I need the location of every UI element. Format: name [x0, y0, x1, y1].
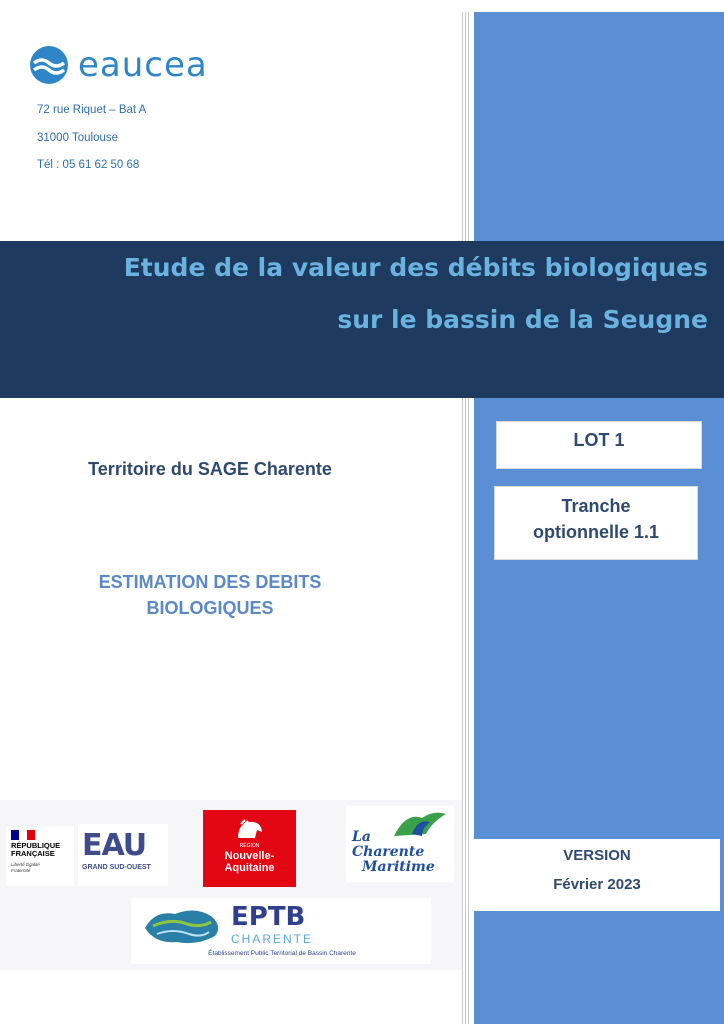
partner-logos — [0, 800, 462, 970]
territory-title: Territoire du SAGE Charente — [88, 459, 332, 479]
divider-line — [462, 12, 463, 1024]
rf-line-1: RÉPUBLIQUE — [11, 841, 61, 850]
subject-line-1: ESTIMATION DES DEBITS — [98, 572, 322, 592]
eptb-subtitle: CHARENTE — [231, 932, 314, 946]
title-line-2: sur le bassin de la Seugne — [337, 305, 708, 334]
title-line-1: Etude de la valeur des débits biologiques — [123, 253, 708, 282]
region-line-1: Nouvelle- — [224, 850, 275, 862]
charente-maritime-logo — [346, 806, 454, 882]
rf-motto: Liberté Égalité Fraternité — [11, 862, 40, 873]
eau-subtitle: GRAND SUD-OUEST — [82, 864, 151, 871]
flag-icon — [11, 830, 35, 840]
tranche-box — [494, 486, 698, 560]
lion-icon — [235, 818, 265, 842]
region-line-2: Aquitaine — [224, 862, 275, 874]
cm-line-2: Charente — [352, 844, 425, 860]
tranche-line-1: Tranche — [561, 496, 631, 516]
eau-grand-sud-ouest-logo — [78, 824, 168, 886]
cm-line-3: Maritime — [362, 859, 435, 875]
rf-line-2: FRANÇAISE — [11, 849, 55, 858]
basin-map-icon — [141, 904, 225, 948]
lot-label: LOT 1 — [573, 430, 625, 450]
eptb-fullname: Établissement Public Territorial de Bassin Charente — [208, 950, 356, 957]
version-box — [474, 839, 720, 911]
lot-box — [496, 421, 702, 469]
divider-line — [468, 12, 469, 1024]
region-nouvelle-aquitaine-logo — [203, 810, 296, 887]
cm-line-1: La — [352, 829, 371, 845]
tranche-line-2: optionnelle 1.1 — [532, 522, 660, 542]
brand-name: eaucea — [78, 45, 208, 85]
subject-title — [30, 569, 390, 621]
address-phone: Tél : 05 61 62 50 68 — [37, 159, 140, 171]
wave-icon — [30, 46, 68, 84]
eptb-title: EPTB — [231, 902, 306, 932]
republique-francaise-logo — [6, 826, 74, 886]
subject-line-2: BIOLOGIQUES — [146, 598, 274, 618]
region-small-label: RÉGION — [239, 843, 260, 849]
eaucea-logo — [30, 46, 208, 84]
version-date: Février 2023 — [553, 876, 641, 893]
version-label: VERSION — [563, 847, 631, 864]
title-banner — [0, 241, 724, 398]
address-city: 31000 Toulouse — [37, 132, 118, 144]
eau-logo-text: EAU — [82, 828, 147, 863]
divider-line — [465, 12, 466, 1024]
eptb-charente-logo — [131, 898, 431, 964]
address-street: 72 rue Riquet – Bat A — [37, 104, 147, 116]
